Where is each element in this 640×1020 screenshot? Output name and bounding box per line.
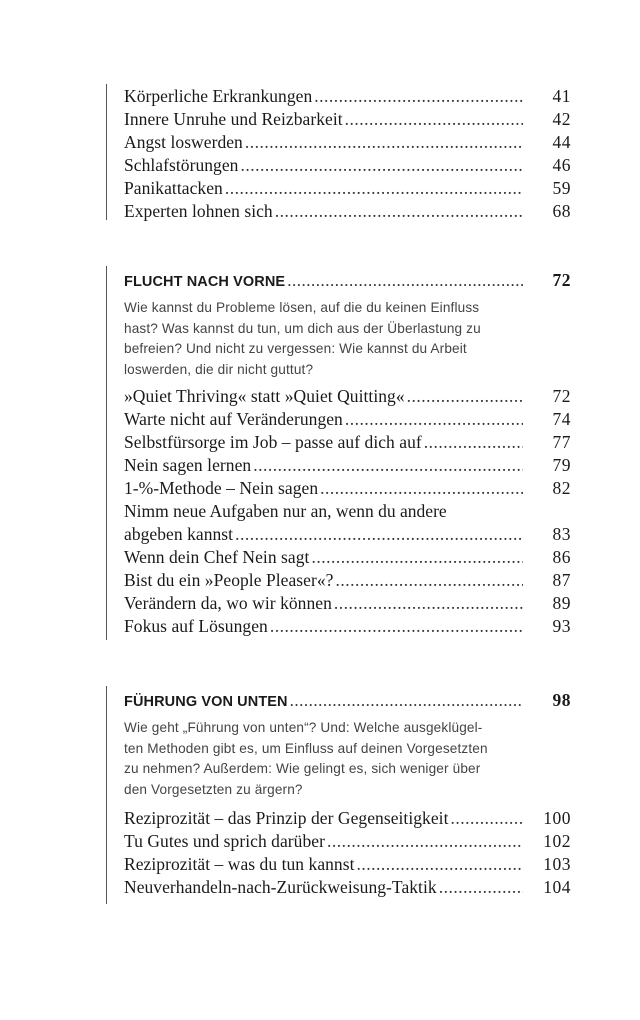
toc-entry-title: Warte nicht auf Veränderungen xyxy=(124,409,343,429)
toc-entry xyxy=(124,593,571,617)
toc-entry-title: Angst loswerden xyxy=(124,132,243,152)
toc-entry-title: Reziprozität – das Prinzip der Gegenseitigkeit xyxy=(124,808,449,828)
toc-entry xyxy=(124,524,571,548)
toc-entry-page: 68 xyxy=(552,201,571,221)
toc-entry-title: Tu Gutes und sprich darüber xyxy=(124,831,325,851)
section-description: Wie kannst du Probleme lösen, auf die du keinen Einfluss hast? Was kannst du tun, um dich aus der Überlastung zu befreien? Und nicht zu vergessen: Wie kannst du Arbeit loswerden, die dir nicht guttut? xyxy=(124,300,481,378)
toc-entry xyxy=(124,109,571,133)
toc-entry-title: Bist du ein »People Pleaser«? xyxy=(124,570,334,590)
section-heading xyxy=(124,270,571,294)
dot-leader xyxy=(345,409,523,430)
dot-leader xyxy=(357,854,523,875)
toc-entry-page: 44 xyxy=(552,132,571,152)
toc-entry xyxy=(124,547,571,571)
toc-entry-page: 102 xyxy=(543,831,571,851)
section-heading-title: FLUCHT NACH VORNE xyxy=(124,274,286,290)
toc-entry xyxy=(124,455,571,479)
dot-leader xyxy=(270,616,523,637)
dot-leader xyxy=(407,386,523,407)
dot-leader xyxy=(335,570,523,591)
toc-entry-page: 89 xyxy=(552,593,571,613)
section-heading xyxy=(124,690,571,714)
dot-leader xyxy=(225,178,523,199)
toc-entry-page: 59 xyxy=(552,178,571,198)
toc-entry-title: Experten lohnen sich xyxy=(124,201,273,221)
toc-entry-title: Schlafstörungen xyxy=(124,155,239,175)
dot-leader xyxy=(253,455,523,476)
toc-entry-title: Selbstfürsorge im Job – passe auf dich auf xyxy=(124,432,422,452)
dot-leader xyxy=(275,201,523,222)
toc-entry-page: 77 xyxy=(552,432,571,452)
dot-leader xyxy=(334,593,523,614)
dot-leader xyxy=(290,691,523,711)
toc-block-continued xyxy=(106,84,571,220)
toc-entry xyxy=(124,831,571,855)
dot-leader xyxy=(439,877,523,898)
toc-entry-page: 93 xyxy=(552,616,571,636)
toc-entry-page: 103 xyxy=(543,854,571,874)
toc-entry xyxy=(124,854,571,878)
toc-entry-title: »Quiet Thriving« statt »Quiet Quitting« xyxy=(124,386,405,406)
toc-entry xyxy=(124,877,571,901)
toc-entry xyxy=(124,808,571,832)
dot-leader xyxy=(314,86,523,107)
toc-entry-page: 42 xyxy=(552,109,571,129)
toc-entry xyxy=(124,409,571,433)
toc-entry-page: 86 xyxy=(552,547,571,567)
section-description: Wie geht „Führung von unten“? Und: Welche ausgeklügel- ten Methoden gibt es, um Einfluss auf deinen Vorgesetzten zu nehmen? Außerdem: Wie gelingt es, sich weniger über den Vorgesetzten zu ärgern? xyxy=(124,720,488,798)
toc-entry-page: 82 xyxy=(552,478,571,498)
toc-entry-title: Innere Unruhe und Reizbarkeit xyxy=(124,109,343,129)
toc-entry-title: Verändern da, wo wir können xyxy=(124,593,332,613)
toc-entry-page: 79 xyxy=(552,455,571,475)
toc-entry-page: 74 xyxy=(552,409,571,429)
dot-leader xyxy=(235,524,523,545)
toc-entry xyxy=(124,132,571,156)
toc-entry-title: 1-%-Methode – Nein sagen xyxy=(124,478,319,498)
section-heading-page: 98 xyxy=(552,690,571,710)
toc-entry-title: Nein sagen lernen xyxy=(124,455,252,475)
toc-entry-title: Reziprozität – was du tun kannst xyxy=(124,854,355,874)
toc-entry xyxy=(124,386,571,410)
dot-leader xyxy=(320,478,523,499)
toc-entry-title: Wenn dein Chef Nein sagt xyxy=(124,547,310,567)
toc-entry-page: 104 xyxy=(543,877,571,897)
dot-leader xyxy=(345,109,523,130)
toc-entry xyxy=(124,201,571,225)
toc-entry-page: 87 xyxy=(552,570,571,590)
toc-entry-title: abgeben kannst xyxy=(124,524,234,544)
section-heading-page: 72 xyxy=(552,270,571,290)
dot-leader xyxy=(287,271,523,291)
dot-leader xyxy=(240,155,523,176)
toc-entry xyxy=(124,570,571,594)
toc-entry xyxy=(124,616,571,640)
toc-entry-page: 100 xyxy=(543,808,571,828)
dot-leader xyxy=(245,132,523,153)
toc-entry-page: 83 xyxy=(552,524,571,544)
section-heading-title: FÜHRUNG VON UNTEN xyxy=(124,694,288,710)
toc-entry-title-line1: Nimm neue Aufgaben nur an, wenn du andere xyxy=(124,501,447,521)
toc-section-flucht xyxy=(106,266,571,640)
toc-entry-page: 72 xyxy=(552,386,571,406)
toc-entry xyxy=(124,155,571,179)
dot-leader xyxy=(327,831,523,852)
dot-leader xyxy=(311,547,523,568)
toc-entry xyxy=(124,86,571,110)
toc-entry xyxy=(124,178,571,202)
toc-entry-title: Körperliche Erkrankungen xyxy=(124,86,313,106)
toc-entry-page: 41 xyxy=(552,86,571,106)
toc-entry-title: Neuverhandeln-nach-Zurückweisung-Taktik xyxy=(124,877,437,897)
dot-leader xyxy=(451,808,524,829)
toc-entry xyxy=(124,432,571,456)
toc-entry-title: Panikattacken xyxy=(124,178,223,198)
toc-entry-page: 46 xyxy=(552,155,571,175)
toc-entry xyxy=(124,478,571,502)
toc-section-fuehrung xyxy=(106,686,571,904)
toc-entry-title: Fokus auf Lösungen xyxy=(124,616,268,636)
dot-leader xyxy=(424,432,523,453)
